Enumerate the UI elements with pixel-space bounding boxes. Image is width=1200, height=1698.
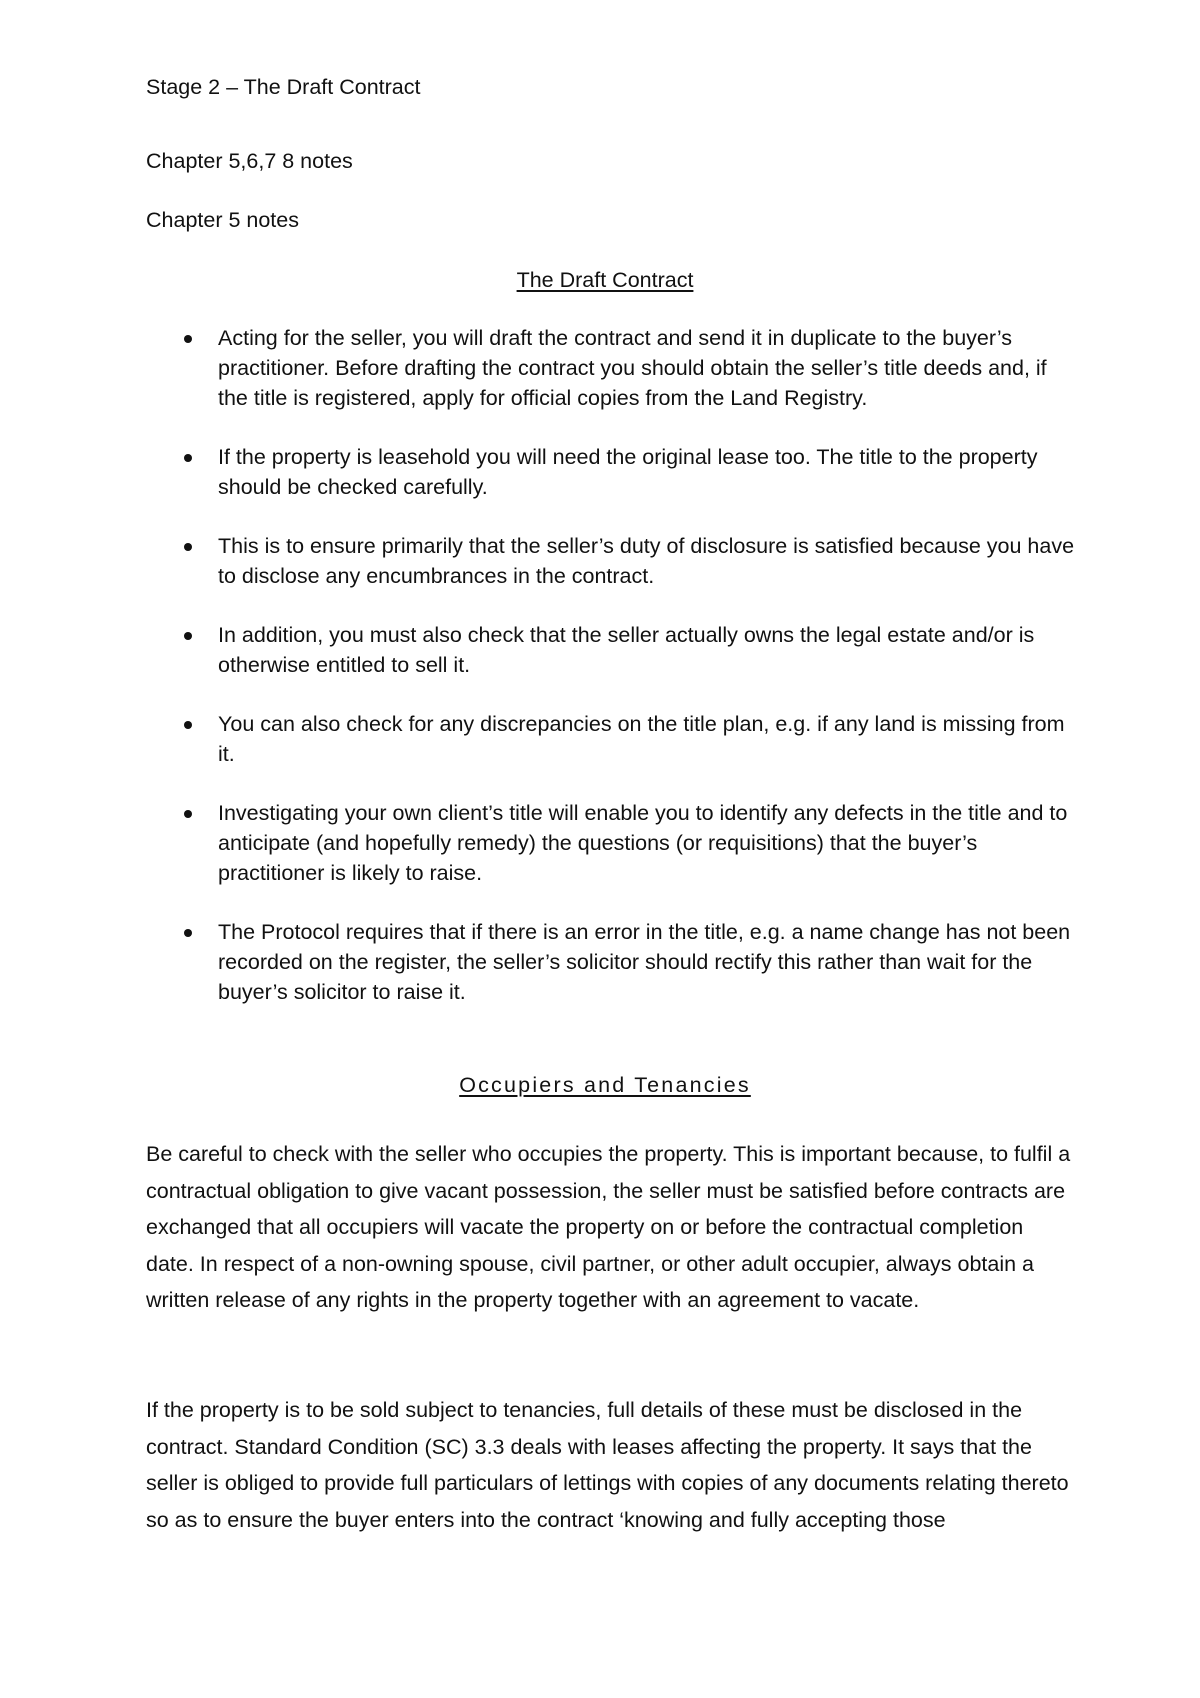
bullet-icon	[184, 454, 192, 462]
bullet-list	[146, 323, 1076, 1036]
bullet-icon	[184, 335, 192, 343]
bullet-text: If the property is leasehold you will need the original lease too. The title to the property should be checked carefully.	[218, 445, 1038, 499]
bullet-icon	[184, 721, 192, 729]
list-item	[146, 709, 1076, 769]
bullet-text: In addition, you must also check that the seller actually owns the legal estate and/or is otherwise entitled to sell it.	[218, 623, 1035, 677]
bullet-text: You can also check for any discrepancies on the title plan, e.g. if any land is missing from it.	[218, 712, 1065, 766]
paragraph-tenancies: If the property is to be sold subject to tenancies, full details of these must be disclosed in the contract. Standard Condition (SC) 3.3 deals with leases affecting the property. It says that the seller is obliged to provide full particulars of lettings with copies of any documents relating thereto so as to ensure the buyer enters into the contract ‘knowing and fully accepting those	[146, 1398, 1069, 1532]
list-item	[146, 798, 1076, 888]
bullet-text: The Protocol requires that if there is an error in the title, e.g. a name change has not been recorded on the register, the seller’s solicitor should rectify this rather than wait for the buyer’s solicitor to raise it.	[218, 920, 1071, 1004]
paragraph-occupiers: Be careful to check with the seller who occupies the property. This is important because, to fulfil a contractual obligation to give vacant possession, the seller must be satisfied before contracts are exchanged that all occupiers will vacate the property on or before the contractual completion date. In respect of a non-owning spouse, civil partner, or other adult occupier, always obtain a written release of any rights in the property together with an agreement to vacate.	[146, 1142, 1071, 1312]
chapters-line: Chapter 5,6,7 8 notes	[146, 149, 353, 173]
list-item	[146, 442, 1076, 502]
stage-title: Stage 2 – The Draft Contract	[146, 75, 421, 99]
bullet-icon	[184, 543, 192, 551]
list-item	[146, 917, 1076, 1007]
section-heading-draft-contract: The Draft Contract	[516, 268, 694, 292]
chapter-line: Chapter 5 notes	[146, 208, 299, 232]
bullet-text: Investigating your own client’s title will enable you to identify any defects in the title and to anticipate (and hopefully remedy) the questions (or requisitions) that the buyer’s practitioner is likely to raise.	[218, 801, 1068, 885]
bullet-text: This is to ensure primarily that the seller’s duty of disclosure is satisfied because you have to disclose any encumbrances in the contract.	[218, 534, 1075, 588]
section-heading-occupiers: Occupiers and Tenancies	[459, 1073, 751, 1097]
list-item	[146, 620, 1076, 680]
list-item	[146, 531, 1076, 591]
bullet-icon	[184, 810, 192, 818]
bullet-text: Acting for the seller, you will draft the contract and send it in duplicate to the buyer’s practitioner. Before drafting the contract you should obtain the seller’s title deeds and, if the title is registered, apply for official copies from the Land Registry.	[218, 326, 1047, 410]
list-item	[146, 323, 1076, 413]
bullet-icon	[184, 929, 192, 937]
bullet-icon	[184, 632, 192, 640]
